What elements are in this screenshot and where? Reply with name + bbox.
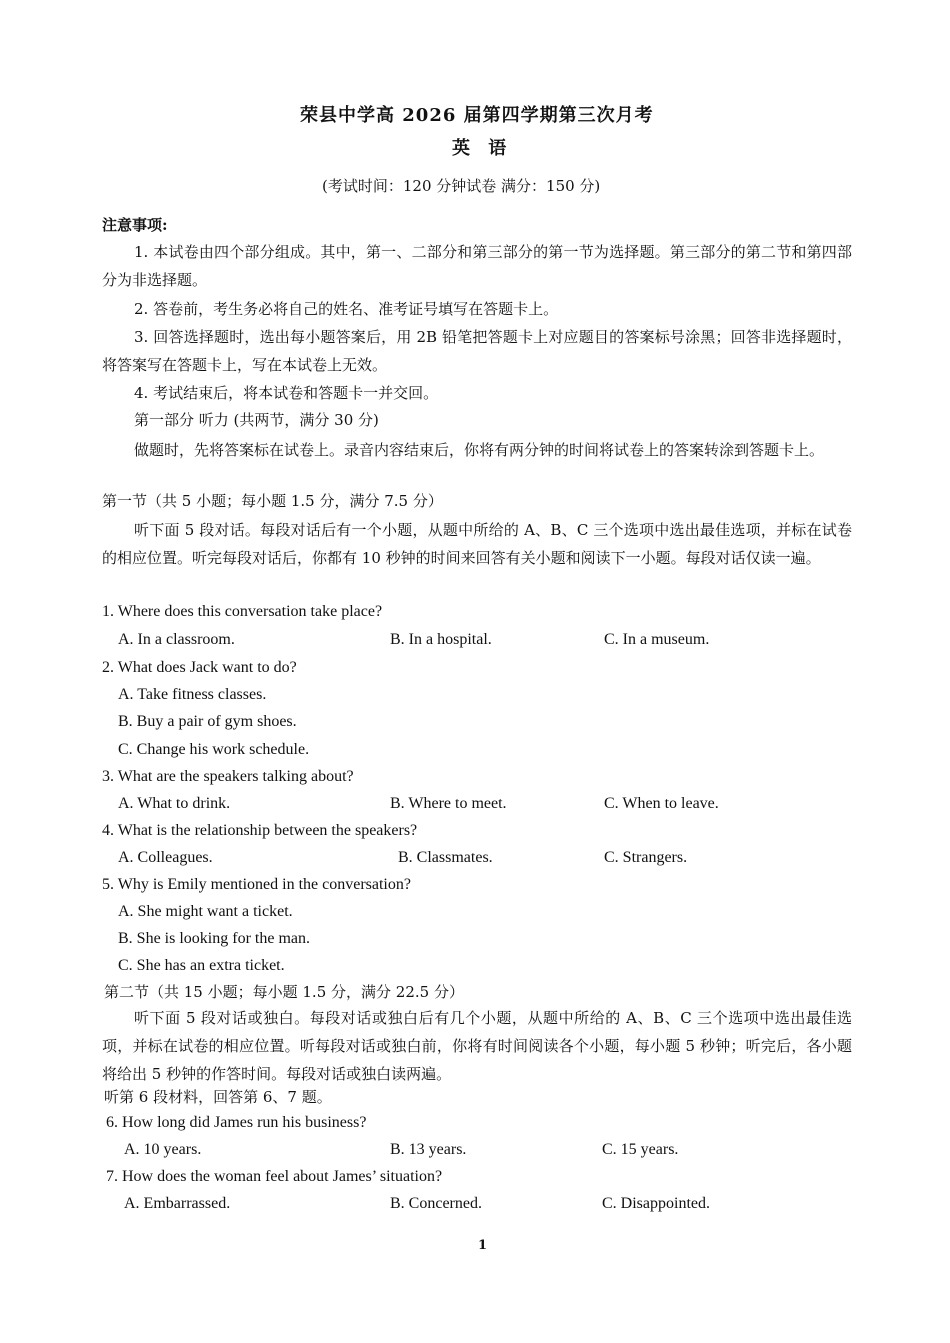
question-4: 4. What is the relationship between the speakers? (102, 822, 418, 839)
section2-heading: 第二节（共 15 小题；每小题 1.5 分，满分 22.5 分） (104, 983, 464, 1001)
q1-option-a: A. In a classroom. (118, 631, 235, 648)
part1-intro: 做题时，先将答案标在试卷上。录音内容结束后，你将有两分钟的时间将试卷上的答案转涂到答题卡上。 (134, 441, 825, 459)
question-2: 2. What does Jack want to do? (102, 659, 297, 676)
section2-material: 听第 6 段材料，回答第 6、7 题。 (104, 1088, 332, 1106)
q2-option-c: C. Change his work schedule. (118, 741, 310, 758)
page-number: 1 (478, 1238, 488, 1253)
q2-option-a: A. Take fitness classes. (118, 686, 267, 703)
part1-heading: 第一部分 听力 (共两节，满分 30 分) (134, 411, 379, 429)
q6-option-b: B. 13 years. (390, 1141, 467, 1158)
q3-option-b: B. Where to meet. (390, 795, 507, 812)
notice-heading: 注意事项: (102, 216, 168, 234)
notice-item-2: 2. 答卷前，考生务必将自己的姓名、准考证号填写在答题卡上。 (134, 300, 559, 318)
q1-option-b: B. In a hospital. (390, 631, 492, 648)
notice-item-1: 1. 本试卷由四个部分组成。其中，第一、二部分和第三部分的第一节为选择题。第三部分的第二节和第四部分为非选择题。 (102, 243, 852, 289)
question-1: 1. Where does this conversation take place? (102, 603, 383, 620)
q4-option-b: B. Classmates. (398, 849, 493, 866)
notice-item-3: 3. 回答选择题时，选出每小题答案后，用 2B 铅笔把答题卡上对应题目的答案标号涂黑；回答非选择题时，将答案写在答题卡上，写在本试卷上无效。 (102, 328, 852, 374)
q7-option-b: B. Concerned. (390, 1195, 482, 1212)
q5-option-a: A. She might want a ticket. (118, 903, 293, 920)
section2-intro: 听下面 5 段对话或独白。每段对话或独白后有几个小题，从题中所给的 A、B、C 三个选项中选出最佳选项，并标在试卷的相应位置。听每段对话或独白前，你将有时间阅读各个小题，每小题 5 秒钟；听完后，各小题将给出 5 秒钟的作答时间。每段对话或独白读两遍。 (102, 1009, 852, 1083)
section1-intro: 听下面 5 段对话。每段对话后有一个小题，从题中所给的 A、B、C 三个选项中选出最佳选项，并标在试卷的相应位置。听完每段对话后，你都有 10 秒钟的时间来回答有关小题和阅读下一小题。每段对话仅读一遍。 (102, 521, 852, 567)
subject-title: 英 语 (452, 138, 513, 159)
q4-option-a: A. Colleagues. (118, 849, 213, 866)
exam-title: 荣县中学高 2026 届第四学期第三次月考 (300, 105, 654, 126)
q4-option-c: C. Strangers. (604, 849, 688, 866)
q7-option-c: C. Disappointed. (602, 1195, 710, 1212)
question-6: 6. How long did James run his business? (106, 1114, 367, 1131)
question-7: 7. How does the woman feel about James’ situation? (106, 1168, 443, 1185)
q1-option-c: C. In a museum. (604, 631, 710, 648)
q6-option-a: A. 10 years. (124, 1141, 202, 1158)
notice-item-4: 4. 考试结束后，将本试卷和答题卡一并交回。 (134, 384, 439, 402)
q5-option-b: B. She is looking for the man. (118, 930, 310, 947)
q2-option-b: B. Buy a pair of gym shoes. (118, 713, 297, 730)
q7-option-a: A. Embarrassed. (124, 1195, 231, 1212)
question-5: 5. Why is Emily mentioned in the conversation? (102, 876, 411, 893)
q5-option-c: C. She has an extra ticket. (118, 957, 285, 974)
question-3: 3. What are the speakers talking about? (102, 768, 354, 785)
exam-info: (考试时间：120 分钟试卷 满分：150 分) (322, 177, 601, 195)
q3-option-a: A. What to drink. (118, 795, 231, 812)
q6-option-c: C. 15 years. (602, 1141, 679, 1158)
q3-option-c: C. When to leave. (604, 795, 719, 812)
section1-heading: 第一节（共 5 小题；每小题 1.5 分，满分 7.5 分） (102, 492, 443, 510)
